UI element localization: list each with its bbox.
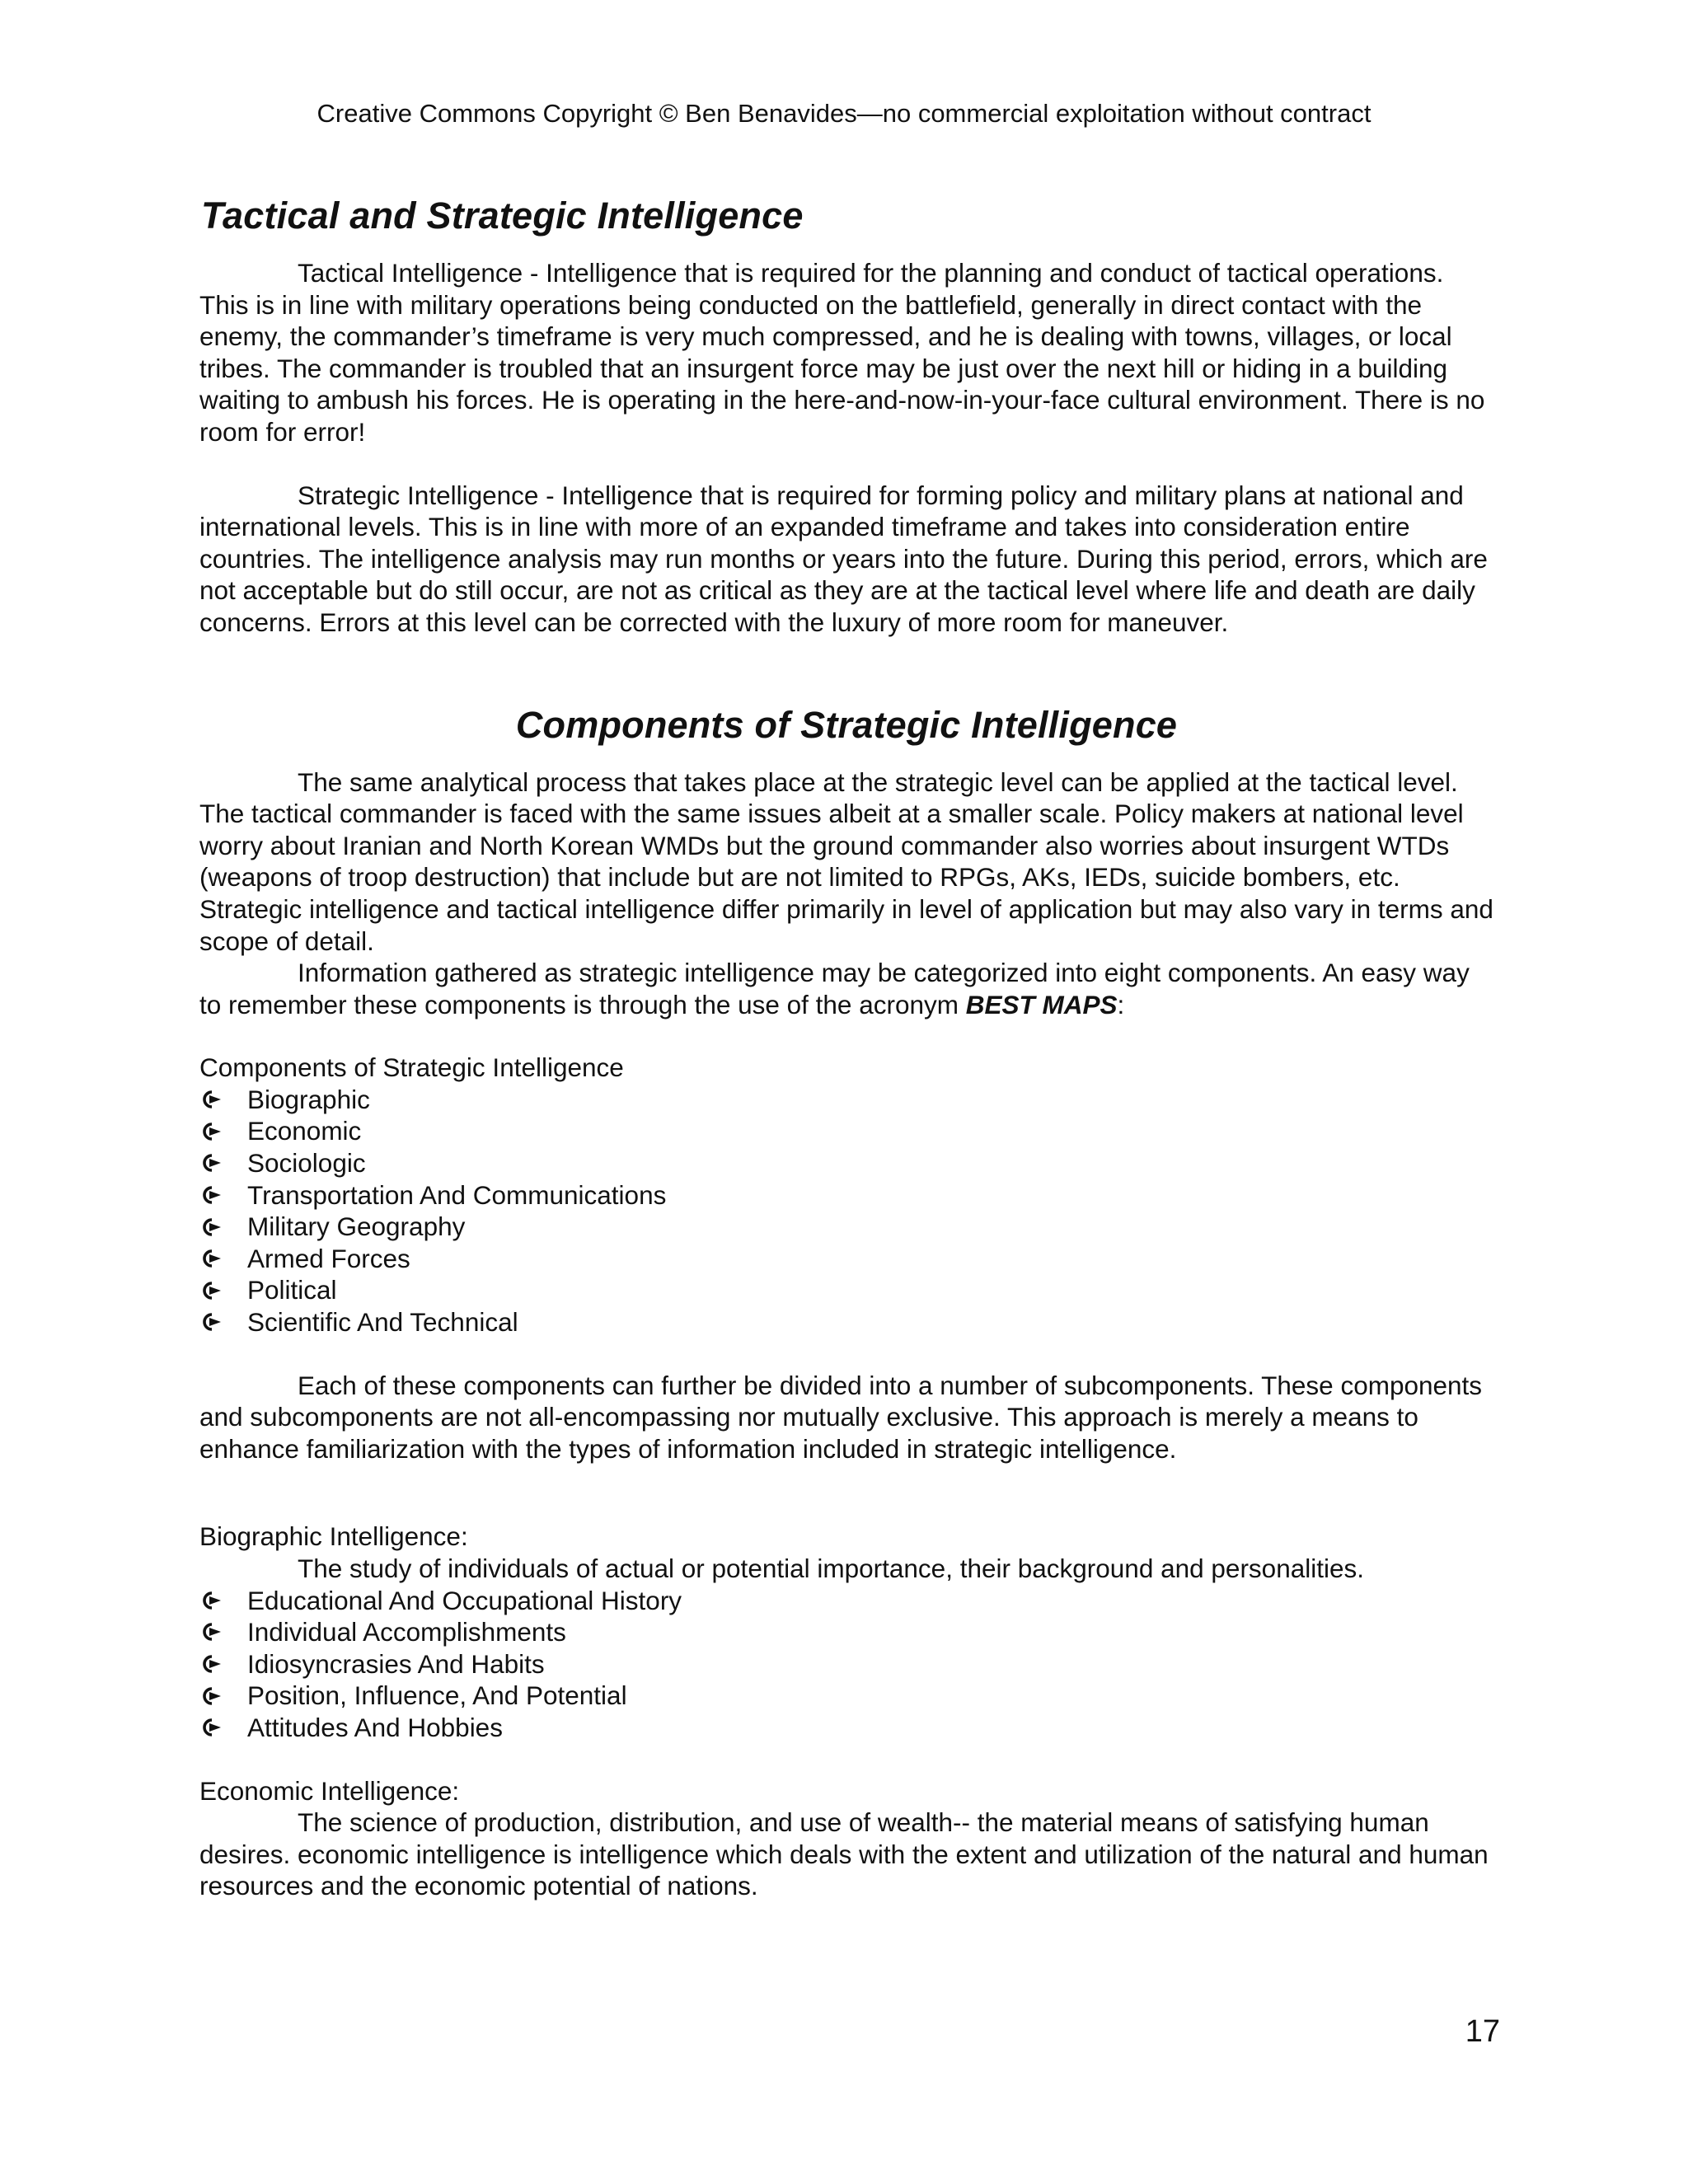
best-maps-intro: Information gathered as strategic intelligence may be categorized into eight components. An easy way to remember these components is through the use of the acronym <box>199 958 1470 1019</box>
curved-arrow-right-icon <box>201 1084 226 1116</box>
curved-arrow-right-icon <box>201 1648 226 1680</box>
best-maps-acronym: BEST MAPS <box>965 989 1118 1019</box>
section-title-components: Components of Strategic Intelligence <box>515 703 1178 746</box>
curved-arrow-right-icon <box>201 1274 226 1306</box>
curved-arrow-right-icon <box>201 1179 226 1212</box>
component-label: Armed Forces <box>247 1243 410 1273</box>
list-item <box>199 1084 1493 1116</box>
biographic-item-label: Position, Influence, And Potential <box>247 1680 627 1711</box>
biographic-caption: Biographic Intelligence: <box>199 1521 468 1552</box>
section-title-tactical-strategic: Tactical and Strategic Intelligence <box>201 194 804 237</box>
components-list-caption: Components of Strategic Intelligence <box>199 1052 624 1083</box>
component-label: Biographic <box>247 1084 370 1114</box>
list-item <box>199 1179 1493 1212</box>
list-item <box>199 1585 1493 1617</box>
biographic-list <box>199 1585 1493 1744</box>
components-list <box>199 1084 1493 1338</box>
component-label: Scientific And Technical <box>247 1307 518 1338</box>
list-item <box>199 1648 1493 1680</box>
list-item <box>199 1616 1493 1648</box>
biographic-item-label: Individual Accomplishments <box>247 1617 566 1647</box>
curved-arrow-right-icon <box>201 1211 226 1243</box>
economic-description: The science of production, distribution, and use of wealth-- the material means of satisfying human desires. economic intelligence is intelligence which deals with the extent and utilization of the natural and human resources and the economic potential of nations. <box>199 1807 1489 1901</box>
component-label: Sociologic <box>247 1148 366 1179</box>
curved-arrow-right-icon <box>201 1115 226 1147</box>
page-content <box>199 191 1493 1902</box>
list-item <box>199 1115 1493 1147</box>
biographic-item-label: Educational And Occupational History <box>247 1585 682 1615</box>
list-item <box>199 1712 1493 1744</box>
page-number: 17 <box>1465 2014 1500 2049</box>
copyright-header: Creative Commons Copyright © Ben Benavides—no commercial exploitation without contract <box>316 99 1372 128</box>
biographic-item-label: Attitudes And Hobbies <box>247 1712 503 1742</box>
curved-arrow-right-icon <box>201 1306 226 1338</box>
curved-arrow-right-icon <box>201 1585 226 1617</box>
curved-arrow-right-icon <box>201 1712 226 1744</box>
list-item <box>199 1306 1493 1338</box>
list-item <box>199 1147 1493 1179</box>
best-maps-colon: : <box>1117 989 1125 1019</box>
list-item <box>199 1211 1493 1243</box>
component-label: Political <box>247 1275 337 1305</box>
curved-arrow-right-icon <box>201 1243 226 1275</box>
component-label: Transportation And Communications <box>247 1179 667 1210</box>
biographic-description: The study of individuals of actual or potential importance, their background and personalities. <box>298 1554 1365 1583</box>
curved-arrow-right-icon <box>201 1680 226 1712</box>
list-item <box>199 1274 1493 1306</box>
paragraph-analytical-process: The same analytical process that takes place at the strategic level can be applied at the tactical level. The tactical commander is faced with the same issues albeit at a smaller scale. Policy makers at national level worry about Iranian and North Korean WMDs but the ground commander also worries about insurgent WTDs (weapons of troop destruction) that include but are not limited to RPGs, AKs, IEDs, suicide bombers, etc. Strategic intelligence and tactical intelligence differ primarily in level of application but may also vary in terms and scope of detail. <box>199 766 1493 956</box>
list-item <box>199 1680 1493 1712</box>
biographic-item-label: Idiosyncrasies And Habits <box>247 1648 545 1679</box>
curved-arrow-right-icon <box>201 1147 226 1179</box>
paragraph-tactical-intelligence: Tactical Intelligence - Intelligence that is required for the planning and conduct of tactical operations. This is in line with military operations being conducted on the battlefield, generally in direct contact with the enemy, the commander’s timeframe is very much compressed, and he is dealing with towns, villages, or local tribes. The commander is troubled that an insurgent force may be just over the next hill or hiding in a building waiting to ambush his forces. He is operating in the here-and-now-in-your-face cultural environment. There is no room for error! <box>199 258 1485 447</box>
paragraph-best-maps <box>199 957 1493 1020</box>
component-label: Economic <box>247 1116 362 1146</box>
list-item <box>199 1243 1493 1275</box>
curved-arrow-right-icon <box>201 1616 226 1648</box>
paragraph-subcomponents: Each of these components can further be divided into a number of subcomponents. These components and subcomponents are not all-encompassing nor mutually exclusive. This approach is merely a means to enhance familiarization with the types of information included in strategic intelligence. <box>199 1370 1483 1464</box>
economic-caption: Economic Intelligence: <box>199 1775 460 1806</box>
paragraph-strategic-intelligence: Strategic Intelligence - Intelligence that is required for forming policy and military plans at national and international levels. This is in line with more of an expanded timeframe and takes into consideration entire countries. The intelligence analysis may run months or years into the future. During this period, errors, which are not acceptable but do still occur, are not as critical as they are at the tactical level where life and death are daily concerns. Errors at this level can be corrected with the luxury of more room for maneuver. <box>199 480 1488 637</box>
component-label: Military Geography <box>247 1212 466 1242</box>
